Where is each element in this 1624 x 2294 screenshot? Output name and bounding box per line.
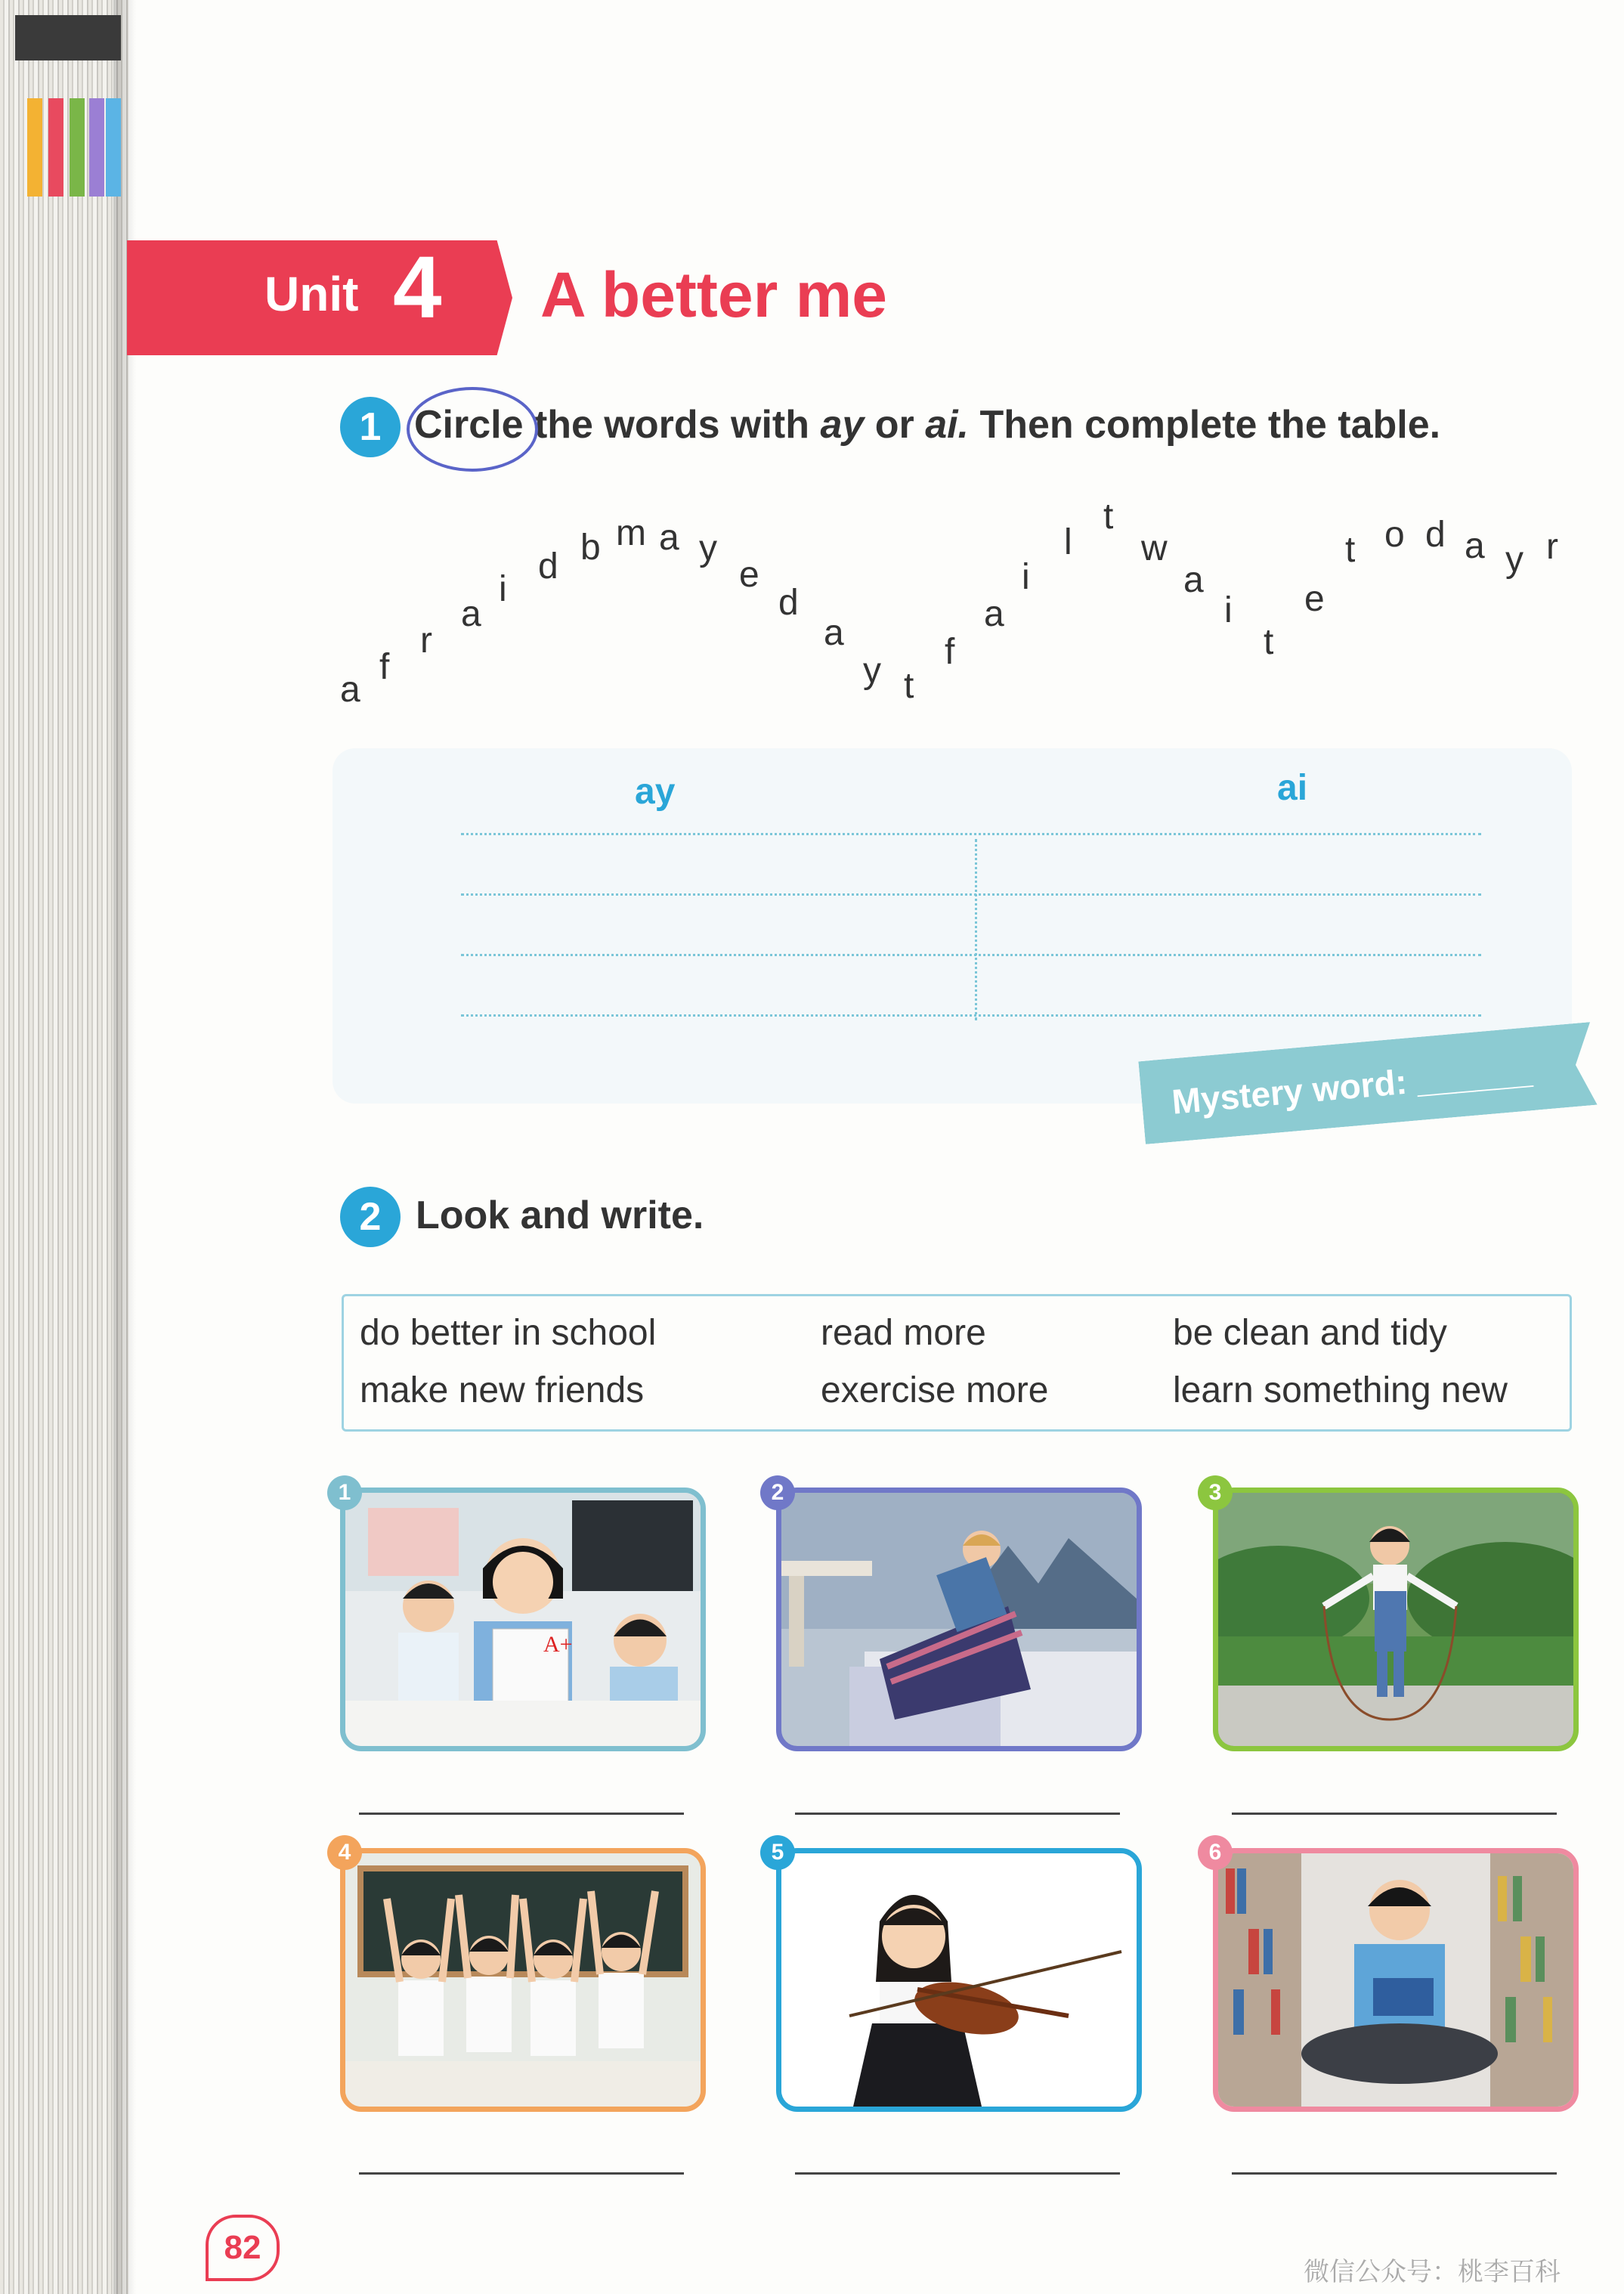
answer-line[interactable] bbox=[795, 2172, 1120, 2175]
puzzle-letter[interactable]: w bbox=[1141, 528, 1168, 568]
puzzle-letter[interactable]: a bbox=[824, 613, 844, 653]
unit-label: Unit bbox=[264, 267, 359, 321]
table-row-line[interactable] bbox=[461, 954, 1481, 956]
photo-badge: 1 bbox=[327, 1475, 362, 1510]
table-divider bbox=[975, 839, 977, 1020]
circle-mark bbox=[407, 387, 538, 472]
table-header-ay: ay bbox=[635, 772, 676, 812]
puzzle-letter[interactable]: i bbox=[1022, 557, 1030, 597]
phrase: be clean and tidy bbox=[1173, 1313, 1447, 1353]
answer-line[interactable] bbox=[1232, 1813, 1557, 1815]
puzzle-letter[interactable]: i bbox=[1224, 590, 1233, 630]
exercise-1-instruction bbox=[414, 402, 1440, 447]
svg-text:A+: A+ bbox=[543, 1632, 573, 1657]
page-tab bbox=[27, 98, 42, 197]
page-tab bbox=[48, 98, 63, 197]
instruction-text: Then complete the table. bbox=[969, 403, 1441, 447]
table-row-line[interactable] bbox=[461, 893, 1481, 896]
exercise-2-instruction: Look and write. bbox=[416, 1193, 704, 1237]
puzzle-letter[interactable]: a bbox=[984, 594, 1004, 634]
photo-2 bbox=[776, 1488, 1142, 1751]
puzzle-letter[interactable]: a bbox=[461, 594, 481, 634]
page-tab bbox=[70, 98, 85, 197]
page-title: A better me bbox=[540, 259, 888, 330]
exercise-2-badge: 2 bbox=[340, 1187, 401, 1247]
instruction-text: the words with bbox=[523, 403, 821, 447]
watermark: 微信公众号：桃李百科 bbox=[1304, 2257, 1561, 2287]
puzzle-letter[interactable]: a bbox=[1183, 560, 1204, 600]
puzzle-letter[interactable]: r bbox=[1546, 527, 1558, 567]
puzzle-letter[interactable]: t bbox=[1345, 530, 1356, 570]
photo-badge: 3 bbox=[1198, 1475, 1233, 1510]
photo-badge: 2 bbox=[760, 1475, 795, 1510]
photo-badge: 6 bbox=[1198, 1835, 1233, 1870]
answer-line[interactable] bbox=[359, 2172, 684, 2175]
unit-number: 4 bbox=[393, 238, 442, 336]
answer-line[interactable] bbox=[359, 1813, 684, 1815]
instruction-ai: ai. bbox=[925, 403, 970, 447]
book-edge bbox=[0, 0, 128, 2294]
answer-line[interactable] bbox=[795, 1813, 1120, 1815]
puzzle-letter[interactable]: l bbox=[1064, 522, 1072, 562]
photo-6 bbox=[1213, 1848, 1579, 2112]
photo-5 bbox=[776, 1848, 1142, 2112]
puzzle-letter[interactable]: t bbox=[1264, 622, 1274, 662]
instruction-circle-word: Circle bbox=[414, 403, 524, 447]
phrase: read more bbox=[821, 1313, 986, 1353]
puzzle-letter[interactable]: y bbox=[863, 651, 881, 691]
puzzle-letter[interactable]: t bbox=[904, 666, 914, 706]
photo-1 bbox=[340, 1488, 706, 1751]
puzzle-letter[interactable]: f bbox=[379, 647, 390, 687]
table-row-line[interactable] bbox=[461, 1014, 1481, 1017]
puzzle-letter[interactable]: y bbox=[1505, 540, 1523, 580]
puzzle-letter[interactable]: b bbox=[580, 528, 601, 568]
photo-badge: 4 bbox=[327, 1835, 362, 1870]
puzzle-letter[interactable]: a bbox=[659, 518, 679, 558]
photo-3 bbox=[1213, 1488, 1579, 1751]
phrase: exercise more bbox=[821, 1370, 1049, 1410]
page-tab bbox=[106, 98, 121, 197]
puzzle-letter[interactable]: i bbox=[499, 569, 507, 609]
page-number: 82 bbox=[206, 2215, 280, 2281]
puzzle-letter[interactable]: m bbox=[616, 513, 646, 553]
answer-line[interactable] bbox=[1232, 2172, 1557, 2175]
puzzle-letter[interactable]: e bbox=[739, 555, 759, 595]
book-edge-top bbox=[15, 15, 121, 60]
photo-badge: 5 bbox=[760, 1835, 795, 1870]
table-header-ai: ai bbox=[1277, 768, 1308, 808]
puzzle-letter[interactable]: y bbox=[699, 528, 717, 568]
instruction-text: or bbox=[864, 403, 926, 447]
puzzle-letter[interactable]: r bbox=[420, 621, 432, 661]
page-tab bbox=[89, 98, 104, 197]
phrase: make new friends bbox=[360, 1370, 645, 1410]
puzzle-letter[interactable]: d bbox=[538, 546, 558, 587]
puzzle-letter[interactable]: d bbox=[778, 583, 799, 623]
puzzle-letter[interactable]: d bbox=[1425, 515, 1446, 555]
phrase: do better in school bbox=[360, 1313, 657, 1353]
puzzle-letter[interactable]: e bbox=[1304, 579, 1325, 619]
instruction-ay: ay bbox=[820, 403, 865, 447]
puzzle-letter[interactable]: a bbox=[1465, 526, 1485, 566]
mystery-word-label[interactable]: Mystery word: ______ bbox=[1170, 1051, 1534, 1122]
puzzle-letter[interactable]: f bbox=[945, 632, 955, 672]
puzzle-letter[interactable]: t bbox=[1103, 497, 1114, 537]
puzzle-letter[interactable]: a bbox=[340, 670, 360, 710]
phrase: learn something new bbox=[1173, 1370, 1508, 1410]
puzzle-letter[interactable]: o bbox=[1384, 515, 1405, 555]
table-row-line bbox=[461, 833, 1481, 835]
photo-4 bbox=[340, 1848, 706, 2112]
exercise-1-badge: 1 bbox=[340, 397, 401, 457]
